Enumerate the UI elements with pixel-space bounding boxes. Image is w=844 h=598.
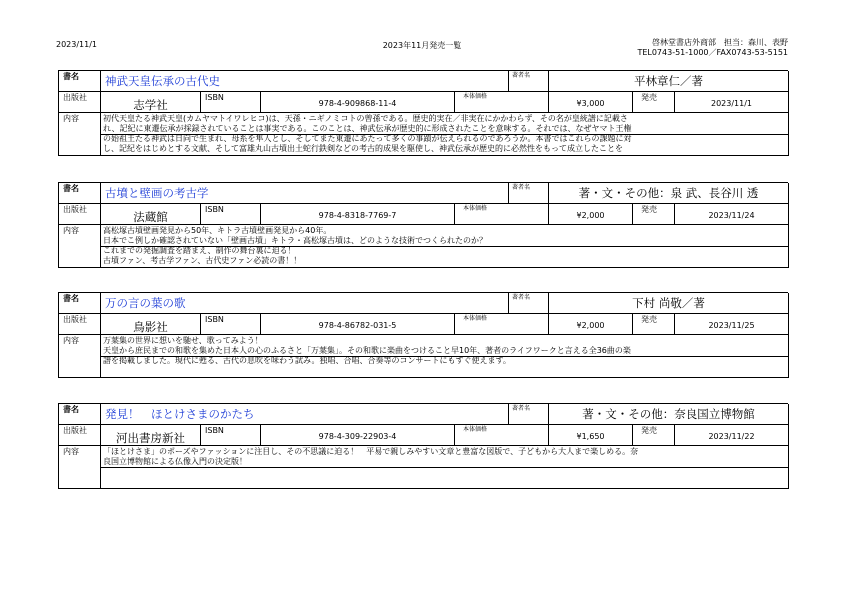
content-line: 初代天皇たる神武天皇(カムヤマトイワレヒコ)は、天孫・ニギノミコトの曾孫である。歴史的実在／非実在にかかわらず、その名が皇統譜に記載さ (103, 114, 628, 123)
publisher-label-cell (59, 204, 101, 225)
content-line: の始祖王たる神武は日向で生まれ、母系を隼人とし、そしてまた東遷にあたって多くの事蹟が伝えられるのであろうか。本書ではこれらの課題に対 (103, 134, 632, 143)
release-label-cell (633, 425, 675, 446)
isbn-label: ISBN (205, 205, 224, 214)
content-cell (101, 225, 789, 268)
title-cell (101, 183, 509, 204)
store-contact: 啓林堂書店外商部 担当：森川、表野 (652, 38, 788, 47)
content-cell (101, 335, 789, 378)
book-label: 書名 (63, 184, 79, 193)
content-label: 内容 (63, 226, 79, 235)
author-label-cell (509, 71, 549, 92)
isbn-label: ISBN (205, 315, 224, 324)
title-cell (101, 71, 509, 92)
header-title: 2023年11月発売一覧 (382, 41, 462, 50)
price-label-cell (455, 92, 549, 113)
content-label-cell (59, 446, 101, 489)
book-entry (58, 70, 788, 156)
price-cell (549, 204, 633, 225)
book-isbn: 978-4-86782-031-5 (318, 321, 397, 330)
price-label: 本体価格 (463, 315, 488, 322)
publisher-cell (101, 425, 201, 446)
price-label-cell (455, 314, 549, 335)
release-label: 発売 (641, 93, 657, 102)
publisher-label: 出版社 (63, 205, 87, 214)
price-label: 本体価格 (463, 426, 488, 433)
book-title: 発見！ ほとけさまのかたち (105, 407, 255, 421)
publisher-label-cell (59, 92, 101, 113)
publisher-label: 出版社 (63, 426, 87, 435)
book-label-cell (59, 71, 101, 92)
release-label-cell (633, 92, 675, 113)
price-cell (549, 314, 633, 335)
book-release: 2023/11/24 (708, 211, 755, 220)
content-label: 内容 (63, 336, 79, 345)
content-line: し、記紀をはじめとする文献、そして富雄丸山古墳出土蛇行鉄剣などの考古的成果を駆使し、神武伝承が歴史的に必然性をもって成立したことを (103, 144, 623, 153)
isbn-label-cell (201, 92, 261, 113)
content-line: 天皇から庶民までの和歌を集めた日本人の心のふるさと「万葉集」。その和歌に楽曲をつけること早10年、著者のライフワークと言える全36曲の楽 (103, 346, 631, 355)
book-release: 2023/11/25 (708, 321, 755, 330)
content-cell (101, 113, 789, 156)
header-store (637, 38, 788, 58)
title-cell (101, 293, 509, 314)
content-line: 「ほとけさま」のポーズやファッションに注目し、その不思議に迫る！ 平易で親しみやすい文章と豊富な図版で、子どもから大人まで楽しめる。奈 (103, 447, 639, 456)
isbn-cell (261, 425, 455, 446)
content-line: れ、記紀に東遷伝承が採録されていることは事実である。このことは、神武伝承が歴史的に形成されたことを意味する。それでは、なぜヤマト王権 (103, 124, 632, 133)
book-price: ¥2,000 (576, 211, 605, 220)
content-line: 高松塚古墳壁画発見から50年、キトラ古墳壁画発見から40年。 (103, 226, 332, 235)
content-divider (101, 246, 788, 247)
content-label: 内容 (63, 447, 79, 456)
content-label-cell (59, 225, 101, 268)
book-entry (58, 403, 788, 489)
content-divider (101, 356, 788, 357)
publisher-label-cell (59, 425, 101, 446)
book-release: 2023/11/1 (710, 99, 753, 108)
release-label: 発売 (641, 315, 657, 324)
book-author: 著・文・その他：泉 武、長谷川 透 (578, 186, 759, 200)
price-label-cell (455, 425, 549, 446)
book-label-cell (59, 183, 101, 204)
author-label-cell (509, 183, 549, 204)
title-cell (101, 404, 509, 425)
publisher-cell (101, 314, 201, 335)
price-cell (549, 92, 633, 113)
author-label-cell (509, 404, 549, 425)
book-price: ¥3,000 (576, 99, 605, 108)
content-line: 良国立博物館による仏像入門の決定版！ (103, 457, 247, 466)
content-cell (101, 446, 789, 489)
publisher-cell (101, 92, 201, 113)
author-label-cell (509, 293, 549, 314)
price-label: 本体価格 (463, 205, 488, 212)
release-label: 発売 (641, 205, 657, 214)
release-cell (675, 92, 789, 113)
publisher-label-cell (59, 314, 101, 335)
book-label-cell (59, 293, 101, 314)
book-publisher: 法蔵館 (133, 210, 168, 224)
book-label: 書名 (63, 294, 79, 303)
isbn-label: ISBN (205, 426, 224, 435)
author-label: 著者名 (512, 405, 531, 412)
price-cell (549, 425, 633, 446)
author-cell (549, 404, 789, 425)
content-label-cell (59, 113, 101, 156)
book-title: 神武天皇伝承の古代史 (105, 74, 220, 88)
book-publisher: 志学社 (133, 98, 168, 112)
isbn-label-cell (201, 204, 261, 225)
content-line: 古墳ファン、考古学ファン、古代史ファン必読の書！！ (103, 256, 302, 265)
book-isbn: 978-4-909868-11-4 (318, 99, 397, 108)
price-label-cell (455, 204, 549, 225)
book-publisher: 河出書房新社 (116, 431, 185, 445)
book-price: ¥2,000 (576, 321, 605, 330)
release-cell (675, 204, 789, 225)
book-title: 万の言の葉の歌 (105, 296, 186, 310)
book-release: 2023/11/22 (708, 432, 755, 441)
content-line: 譜を掲載しました。現代に甦る、古代の息吹を味わう試み。独唱、合唱、合奏等のコンサートにもすぐ使えます。 (103, 356, 511, 365)
book-isbn: 978-4-8318-7769-7 (318, 211, 397, 220)
isbn-label-cell (201, 425, 261, 446)
release-label-cell (633, 204, 675, 225)
book-entry (58, 292, 788, 378)
content-line: 日本でこ例しか確認されていない「壁画古墳」キトラ・高松塚古墳は、どのような技術でつくられたのか？ (103, 236, 487, 245)
release-label-cell (633, 314, 675, 335)
author-label: 著者名 (512, 72, 531, 79)
book-entry (58, 182, 788, 268)
price-label: 本体価格 (463, 93, 488, 100)
book-label: 書名 (63, 72, 79, 81)
isbn-label: ISBN (205, 93, 224, 102)
isbn-cell (261, 314, 455, 335)
content-line: これまでの発掘調査を踏まえ、制作の舞台裏に迫る！ (103, 246, 296, 255)
content-divider (101, 134, 788, 135)
content-label: 内容 (63, 114, 79, 123)
author-label: 著者名 (512, 184, 531, 191)
author-cell (549, 183, 789, 204)
content-line: 万葉集の世界に想いを馳せ、歌ってみよう！ (103, 336, 263, 345)
author-cell (549, 293, 789, 314)
release-cell (675, 314, 789, 335)
book-publisher: 鳥影社 (133, 320, 168, 334)
publisher-cell (101, 204, 201, 225)
book-author: 著・文・その他：奈良国立博物館 (582, 407, 755, 421)
isbn-label-cell (201, 314, 261, 335)
release-cell (675, 425, 789, 446)
book-author: 平林章仁／著 (634, 74, 703, 88)
book-author: 下村 尚敬／著 (632, 296, 705, 310)
book-title: 古墳と壁画の考古学 (105, 186, 209, 200)
publisher-label: 出版社 (63, 315, 87, 324)
book-isbn: 978-4-309-22903-4 (318, 432, 397, 441)
store-phone: TEL0743-51-1000／FAX0743-53-5151 (637, 48, 788, 57)
book-price: ¥1,650 (576, 432, 605, 441)
isbn-cell (261, 92, 455, 113)
publisher-label: 出版社 (63, 93, 87, 102)
author-label: 著者名 (512, 294, 531, 301)
isbn-cell (261, 204, 455, 225)
header-date: 2023/11/1 (56, 40, 98, 49)
book-label: 書名 (63, 405, 79, 414)
author-cell (549, 71, 789, 92)
release-label: 発売 (641, 426, 657, 435)
book-label-cell (59, 404, 101, 425)
content-label-cell (59, 335, 101, 378)
content-divider (101, 467, 788, 468)
